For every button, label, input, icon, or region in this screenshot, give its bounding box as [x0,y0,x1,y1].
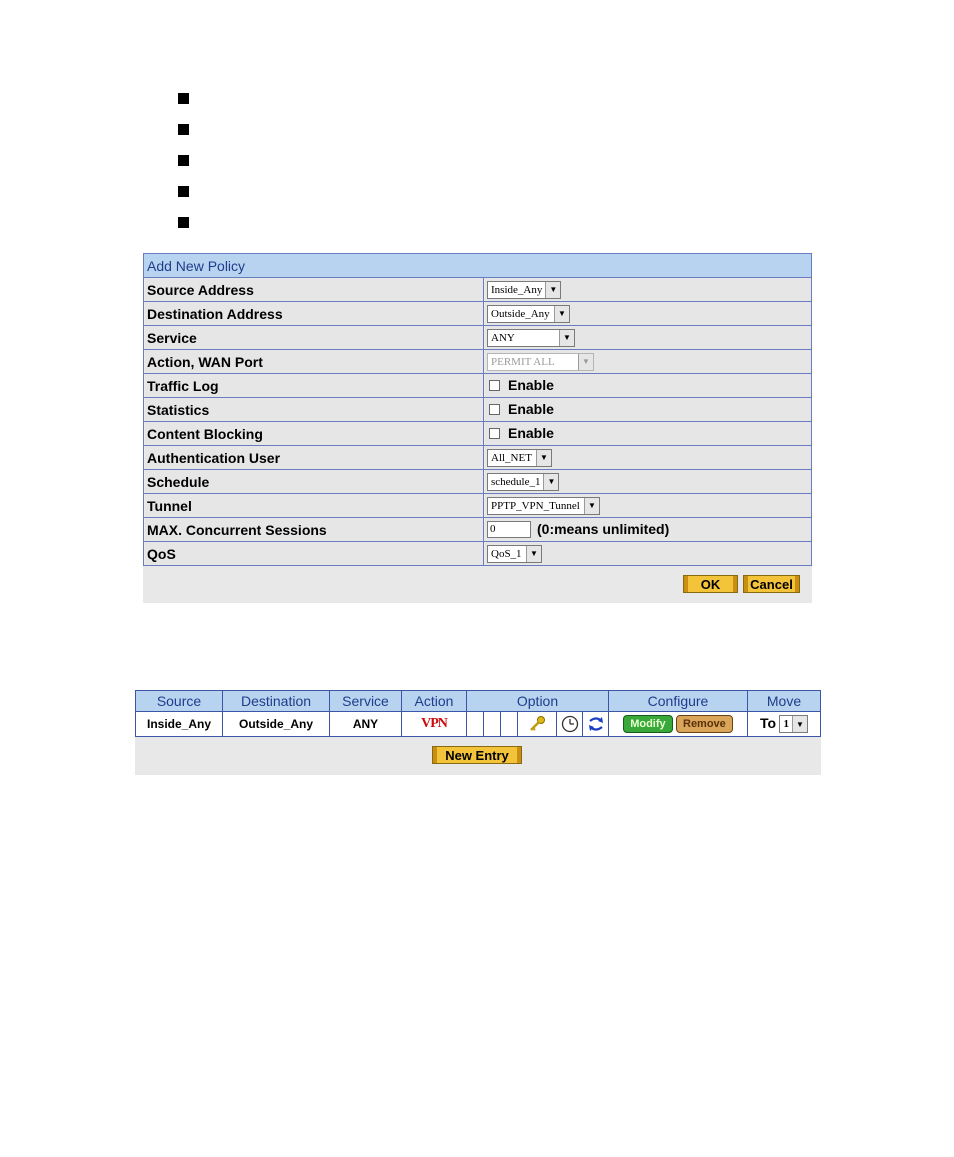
destination-address-label: Destination Address [144,302,484,326]
traffic-log-value-cell [484,374,812,398]
chevron-down-icon: ▼ [536,450,551,466]
ok-button[interactable]: OK [683,575,738,593]
tunnel-value-cell [484,494,812,518]
form-row-source-address [144,278,812,302]
row-configure [609,712,748,737]
remove-button[interactable]: Remove [676,715,733,733]
form-row-schedule [144,470,812,494]
content-blocking-checkbox[interactable] [487,425,554,441]
destination-address-select[interactable]: Outside_Any ▼ [487,305,570,323]
chevron-down-icon: ▼ [792,716,807,732]
schedule-label: Schedule [144,470,484,494]
schedule-value-cell [484,470,812,494]
col-option: Option [467,691,609,712]
modify-button[interactable]: Modify [623,715,672,733]
tunnel-icon [583,712,608,736]
form-action-bar [143,566,812,603]
policy-list [135,690,821,775]
content-blocking-label: Content Blocking [144,422,484,446]
vpn-action-icon: VPN [421,716,447,731]
chevron-down-icon: ▼ [526,546,541,562]
policy-list-table [135,690,821,737]
schedule-select[interactable]: schedule_1 ▼ [487,473,559,491]
new-entry-button[interactable]: New Entry [432,746,522,764]
form-row-statistics [144,398,812,422]
checkbox-label: Enable [508,377,554,394]
add-policy-form [143,253,812,603]
action-wan-port-label: Action, WAN Port [144,350,484,374]
table-row [136,712,821,737]
col-service: Service [330,691,402,712]
form-row-authentication-user [144,446,812,470]
content-blocking-value-cell [484,422,812,446]
cancel-button[interactable]: Cancel [743,575,800,593]
option-cell-1 [467,712,484,736]
key-icon [518,712,557,736]
form-row-destination-address [144,302,812,326]
option-cell-3 [501,712,518,736]
chevron-down-icon: ▼ [545,282,560,298]
row-source: Inside_Any [136,712,223,737]
row-options [467,712,609,737]
max-concurrent-sessions-input[interactable]: 0 [487,521,531,538]
chevron-down-icon: ▼ [543,474,558,490]
form-row-tunnel [144,494,812,518]
statistics-checkbox[interactable] [487,401,554,417]
source-address-value-cell [484,278,812,302]
bullet-icon [178,186,189,197]
clock-icon [557,712,583,736]
col-action: Action [402,691,467,712]
checkbox-label: Enable [508,401,554,418]
authentication-user-label: Authentication User [144,446,484,470]
action-wan-port-select: PERMIT ALL ▼ [487,353,594,371]
new-entry-bar [135,737,821,775]
policy-form-table [143,253,812,566]
checkbox-box[interactable] [489,380,500,391]
authentication-user-value-cell [484,446,812,470]
checkbox-label: Enable [508,425,554,442]
traffic-log-label: Traffic Log [144,374,484,398]
bullet-icon [178,93,189,104]
col-source: Source [136,691,223,712]
tunnel-select[interactable]: PPTP_VPN_Tunnel ▼ [487,497,600,515]
col-move: Move [748,691,821,712]
policy-form-title: Add New Policy [144,254,812,278]
statistics-value-cell [484,398,812,422]
tunnel-label: Tunnel [144,494,484,518]
col-destination: Destination [223,691,330,712]
source-address-select[interactable]: Inside_Any ▼ [487,281,561,299]
bullet-list [178,93,189,248]
move-select[interactable]: 1 ▼ [779,715,808,733]
qos-select[interactable]: QoS_1 ▼ [487,545,542,563]
move-to-label: To [760,714,777,731]
option-cell-2 [484,712,501,736]
col-configure: Configure [609,691,748,712]
sessions-note: (0:means unlimited) [537,520,670,537]
source-address-label: Source Address [144,278,484,302]
chevron-down-icon: ▼ [554,306,569,322]
checkbox-box[interactable] [489,404,500,415]
action-wan-port-value-cell [484,350,812,374]
row-move [748,712,821,737]
form-row-qos [144,542,812,566]
form-row-traffic-log [144,374,812,398]
statistics-label: Statistics [144,398,484,422]
bullet-icon [178,155,189,166]
form-row-service [144,326,812,350]
service-value-cell [484,326,812,350]
bullet-icon [178,217,189,228]
chevron-down-icon: ▼ [578,354,593,370]
row-service: ANY [330,712,402,737]
form-row-action-wan-port [144,350,812,374]
row-destination: Outside_Any [223,712,330,737]
service-select[interactable]: ANY ▼ [487,329,575,347]
chevron-down-icon: ▼ [584,498,599,514]
max-concurrent-sessions-label: MAX. Concurrent Sessions [144,518,484,542]
checkbox-box[interactable] [489,428,500,439]
service-label: Service [144,326,484,350]
bullet-icon [178,124,189,135]
form-row-max-concurrent-sessions [144,518,812,542]
qos-label: QoS [144,542,484,566]
authentication-user-select[interactable]: All_NET ▼ [487,449,552,467]
traffic-log-checkbox[interactable] [487,377,554,393]
row-action [402,712,467,737]
qos-value-cell [484,542,812,566]
chevron-down-icon: ▼ [559,330,574,346]
destination-address-value-cell [484,302,812,326]
max-concurrent-sessions-value-cell [484,518,812,542]
form-row-content-blocking [144,422,812,446]
